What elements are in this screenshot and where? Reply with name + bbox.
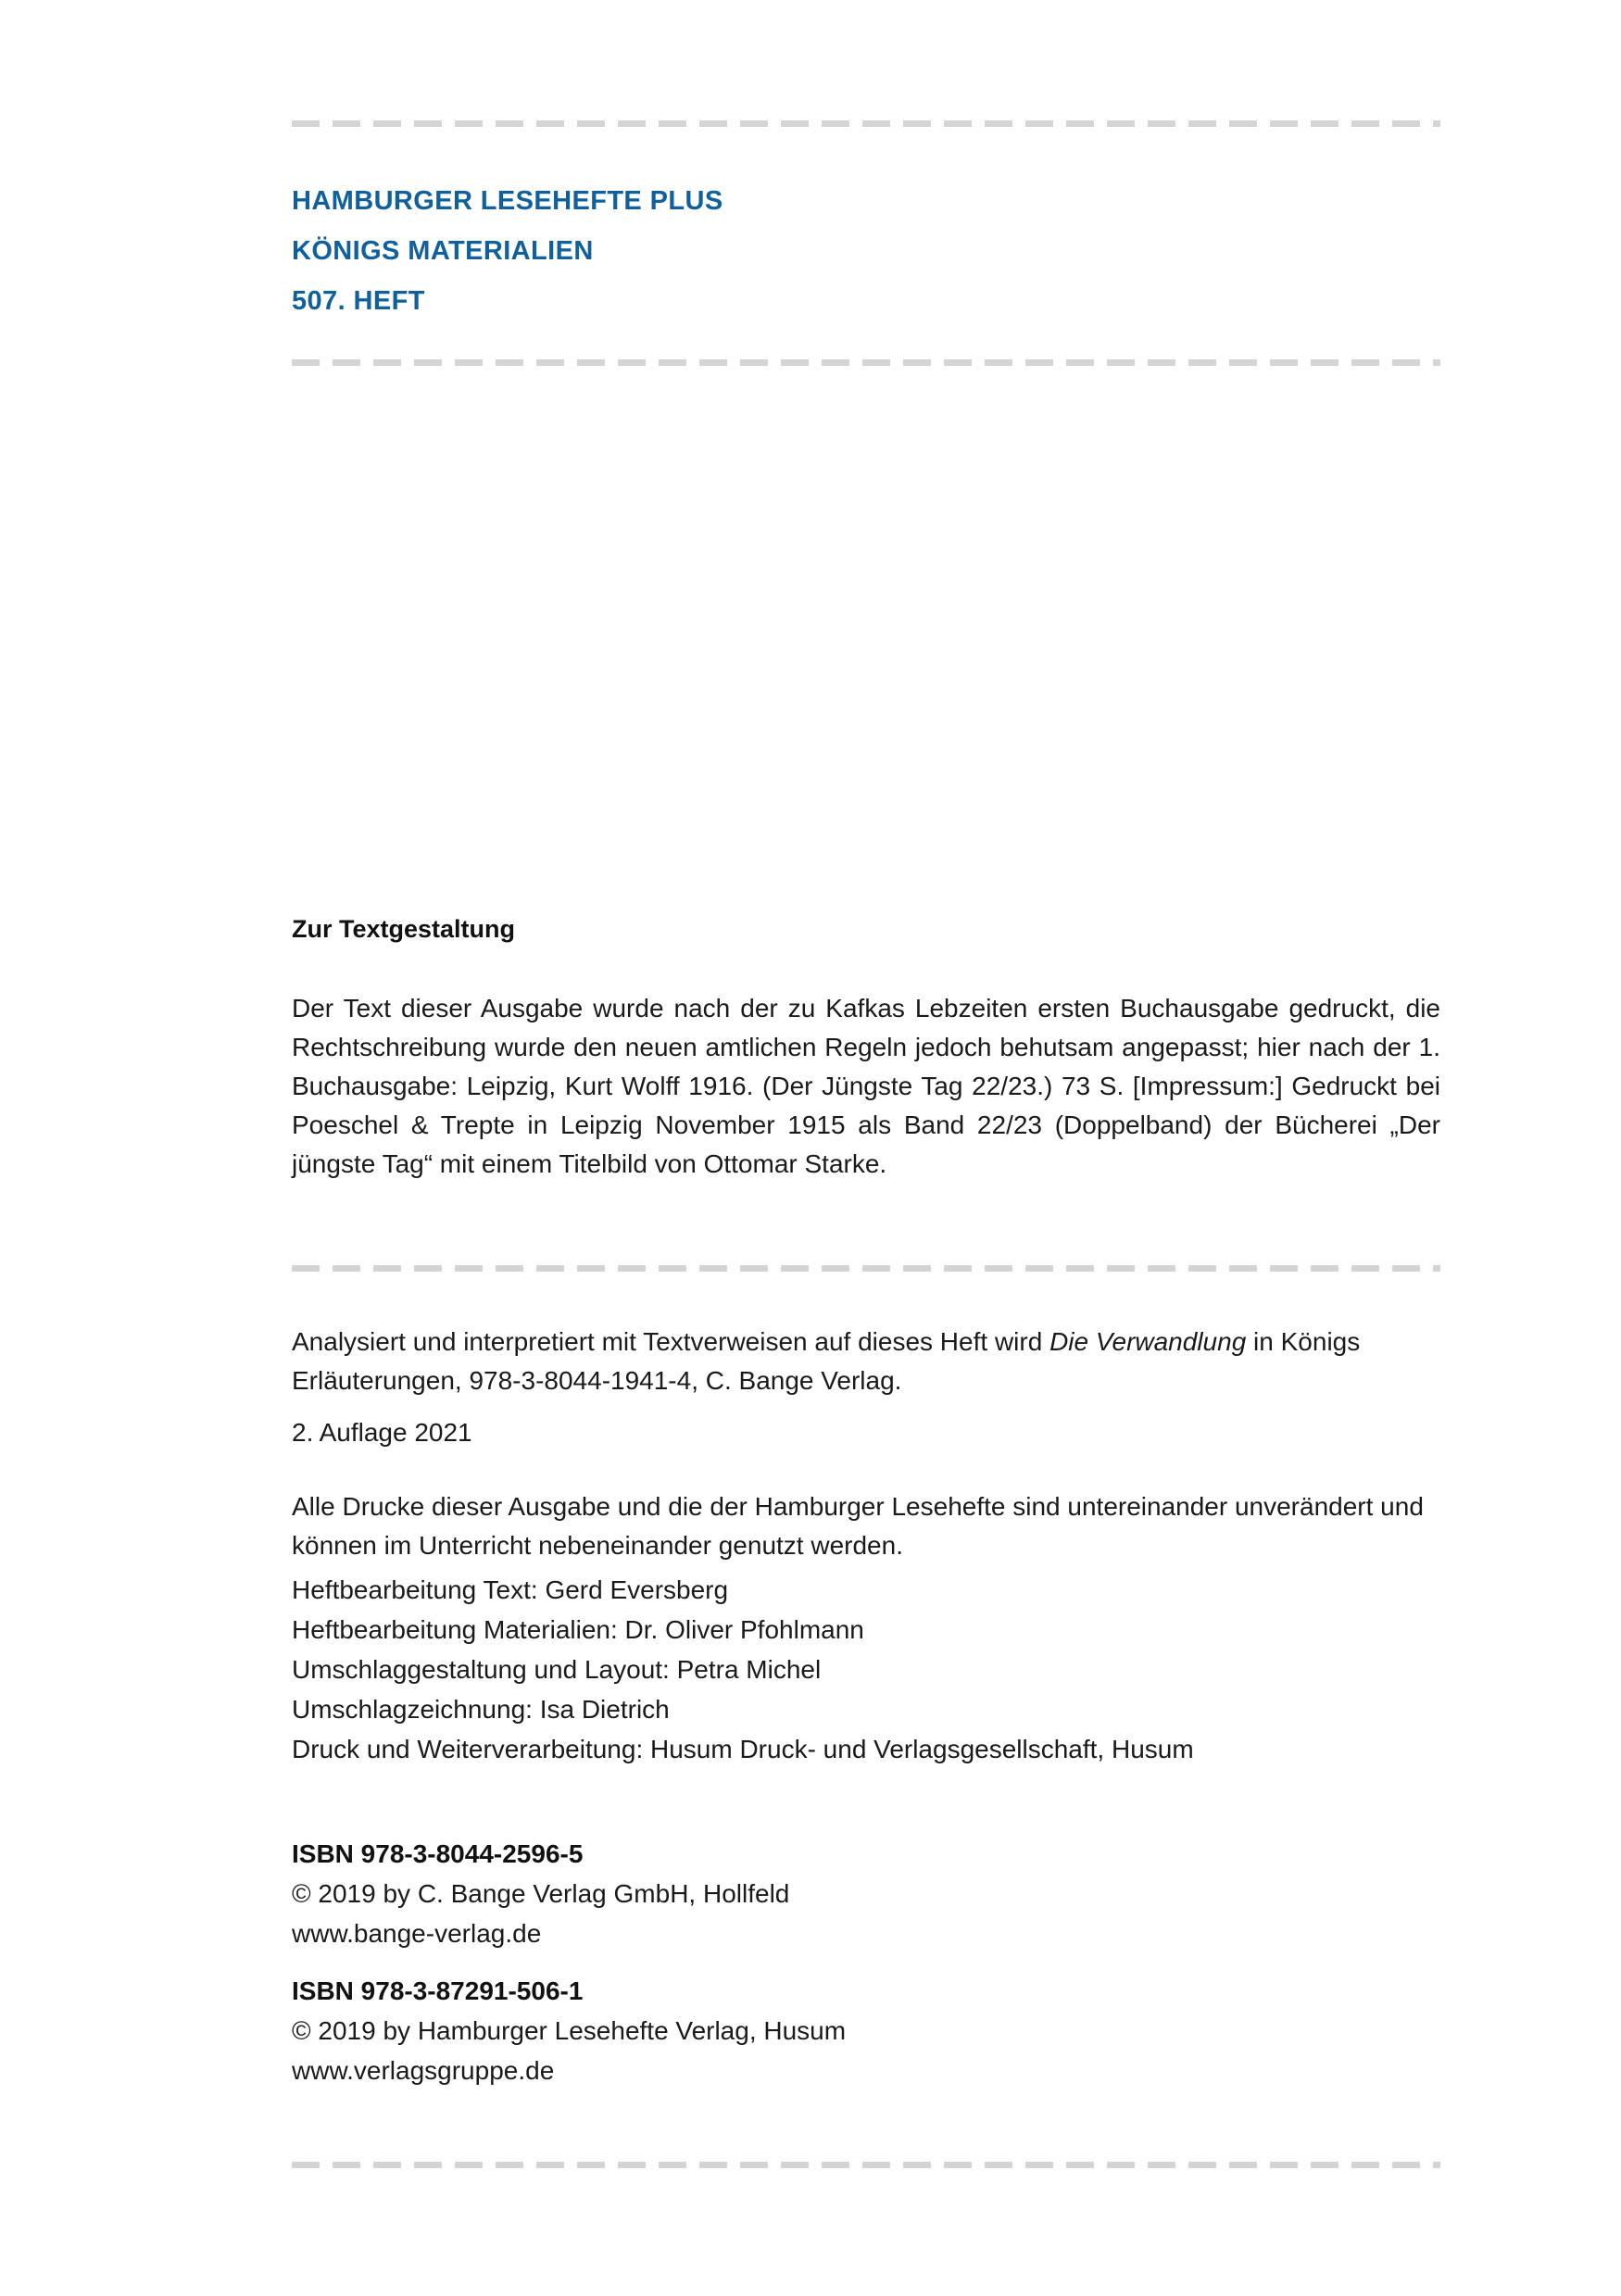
credit-line: Heftbearbeitung Text: Gerd Eversberg [292, 1575, 729, 1604]
masthead-series-line: HAMBURGER LESEHEFTE PLUS [292, 186, 723, 216]
website-hamburger[interactable]: www.verlagsgruppe.de [292, 2056, 555, 2085]
credits-block [292, 1570, 1440, 1769]
analysis-prefix: Analysiert und interpretiert mit Textverweisen auf dieses Heft wird [292, 1327, 1050, 1356]
isbn-hamburger: ISBN 978-3-87291-506-1 [292, 1976, 584, 2005]
divider-bottom [292, 2162, 1440, 2168]
edition-text: 2. Auflage 2021 [292, 1418, 472, 1447]
credit-line: Umschlaggestaltung und Layout: Petra Michel [292, 1655, 822, 1684]
credit-line: Umschlagzeichnung: Isa Dietrich [292, 1695, 670, 1724]
textgestaltung-block [292, 963, 1440, 1210]
masthead-issue-line: 507. HEFT [292, 286, 425, 316]
website-bange[interactable]: www.bange-verlag.de [292, 1919, 542, 1948]
credit-line: Druck und Weiterverarbeitung: Husum Druck- und Verlagsgesellschaft, Husum [292, 1735, 1194, 1763]
masthead [292, 176, 1440, 326]
masthead-imprint-line: KÖNIGS MATERIALIEN [292, 236, 594, 266]
analysis-suffix: in Königs Erläuterungen, 978-3-8044-1941-4, C. Bange Verlag. [292, 1327, 1361, 1395]
imprint-hamburger-block [292, 1971, 1440, 2090]
isbn-bange: ISBN 978-3-8044-2596-5 [292, 1839, 584, 1868]
credit-line: Heftbearbeitung Materialien: Dr. Oliver Pfohlmann [292, 1615, 864, 1644]
divider-middle [292, 1265, 1440, 1272]
copyright-bange: © 2019 by C. Bange Verlag GmbH, Hollfeld [292, 1879, 790, 1908]
section-heading-textgestaltung: Zur Textgestaltung [292, 915, 516, 943]
copyright-hamburger: © 2019 by Hamburger Lesehefte Verlag, Husum [292, 2016, 847, 2045]
textgestaltung-paragraph: Der Text dieser Ausgabe wurde nach der zu Kafkas Lebzeiten ersten Buchausgabe gedruckt, die Rechtschreibung wurde den neuen amtlichen Regeln jedoch behutsam angepasst; hier nach der 1. Buchausgabe: Leipzig, Kurt Wolff 1916. (Der Jüngste Tag 22/23.) 73 S. [Impressum:] Gedruckt bei Poeschel & Trepte in Leipzig November 1915 als Band 22/23 (Doppelband) der Bücherei „Der jüngste Tag“ mit einem Titelbild von Ottomar Starke. [292, 994, 1440, 1178]
divider-top [292, 120, 1440, 127]
divider-under-masthead [292, 359, 1440, 366]
analysis-work-title: Die Verwandlung [1049, 1327, 1247, 1356]
imprint-bange-block [292, 1834, 1440, 1953]
reprint-notice-text: Alle Drucke dieser Ausgabe und die der Hamburger Lesehefte sind untereinander unverändert und können im Unterricht nebeneinander genutzt werden. [292, 1492, 1424, 1560]
